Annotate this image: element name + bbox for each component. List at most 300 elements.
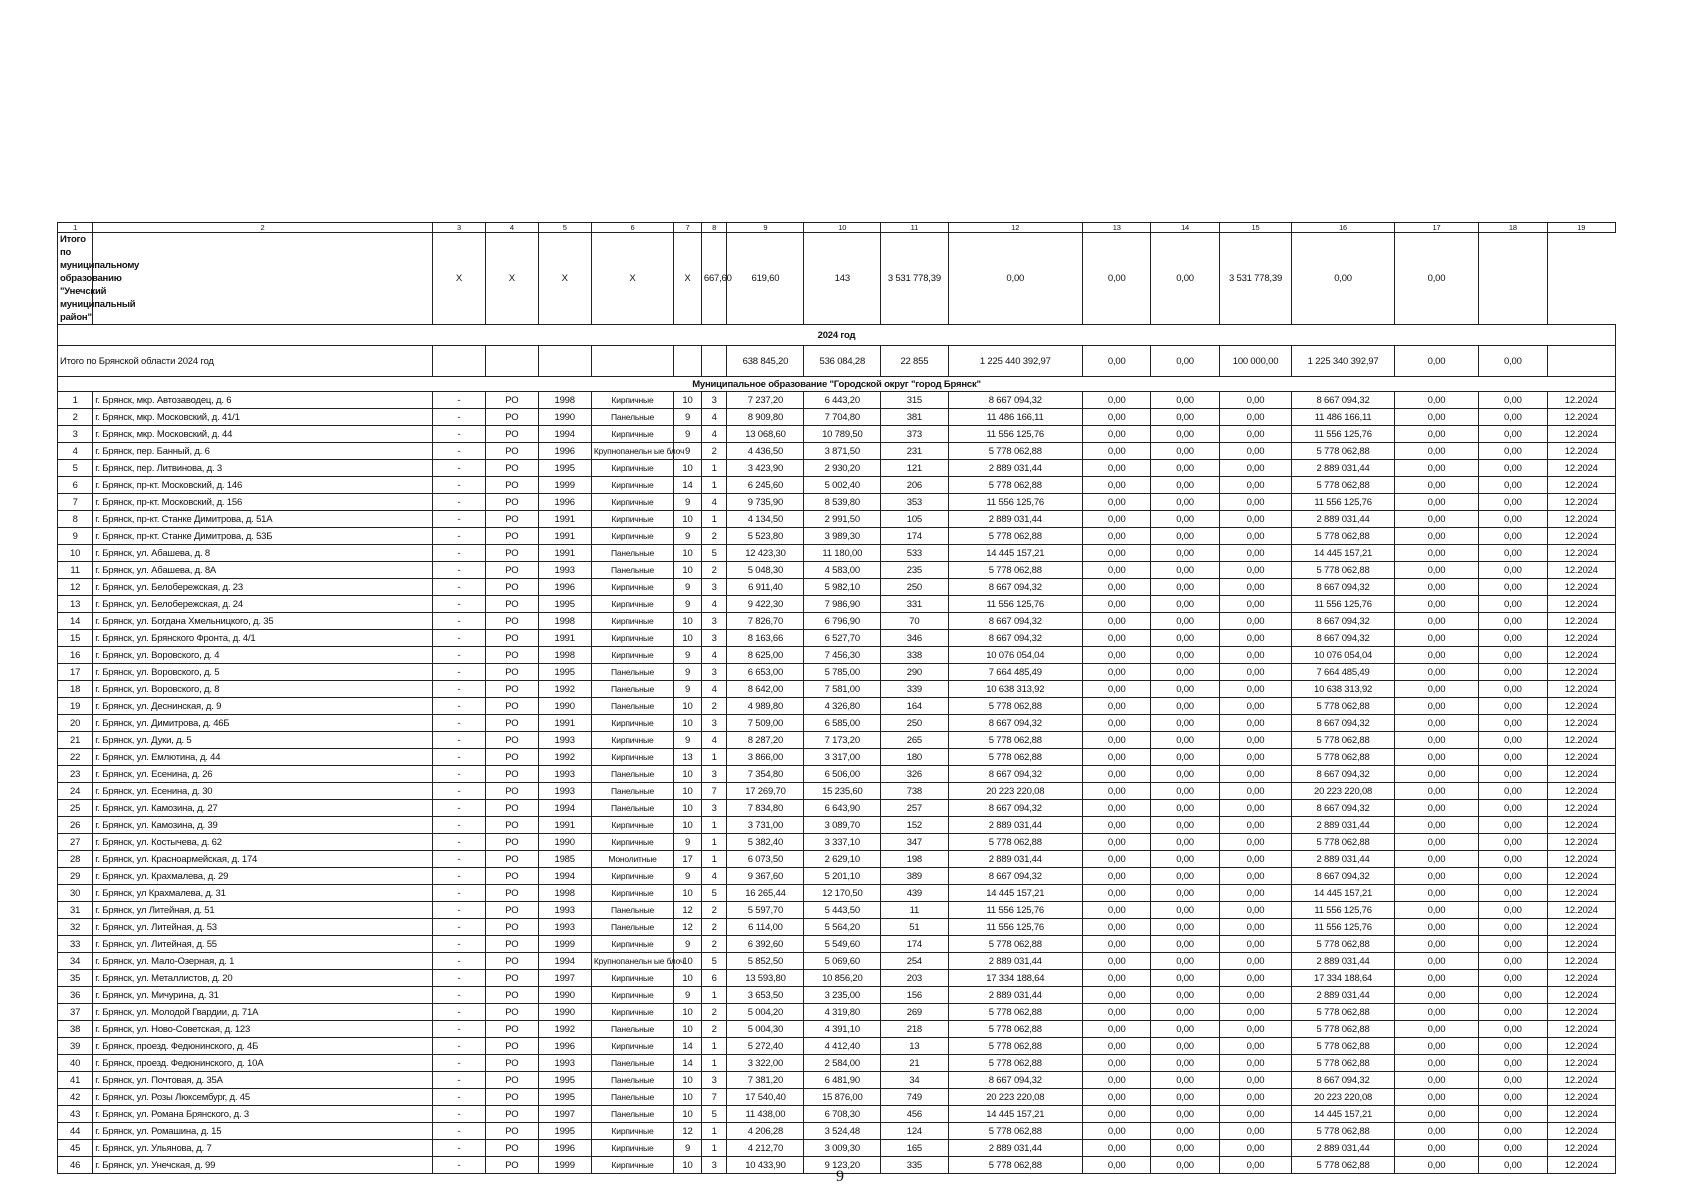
cell: 11 556 125,76 [948, 426, 1083, 443]
cell: РО [486, 681, 538, 698]
table-row [58, 477, 1616, 494]
cell: 9 [674, 732, 702, 749]
cell: 0,00 [1151, 987, 1219, 1004]
cell: 0,00 [1394, 596, 1478, 613]
cell: 0,00 [1083, 783, 1151, 800]
cell: 12.2024 [1547, 987, 1616, 1004]
cell: 3 653,50 [727, 987, 804, 1004]
cell: 12.2024 [1547, 579, 1616, 596]
cell: 0,00 [1394, 1072, 1478, 1089]
cell: 10 [674, 1089, 702, 1106]
cell: 5 785,00 [804, 664, 881, 681]
cell: 5 564,20 [804, 919, 881, 936]
cell: РО [486, 698, 538, 715]
cell: РО [486, 817, 538, 834]
cell: 6 911,40 [727, 579, 804, 596]
cell: 43 [58, 1106, 93, 1123]
table-row [58, 443, 1616, 460]
cell: 0,00 [1479, 783, 1547, 800]
cell: 9 [674, 1140, 702, 1157]
cell: 11 486 166,11 [948, 409, 1083, 426]
cell: 619,60 [727, 233, 804, 325]
cell: РО [486, 613, 538, 630]
cell: 1996 [538, 494, 591, 511]
table-row [58, 715, 1616, 732]
cell: 0,00 [1479, 562, 1547, 579]
cell: 9 422,30 [727, 596, 804, 613]
cell: 0,00 [1151, 902, 1219, 919]
address-cell: г. Брянск, ул. Литейная, д. 53 [93, 919, 433, 936]
cell: - [432, 698, 485, 715]
cell: Кирпичные [591, 596, 673, 613]
cell: Кирпичные [591, 936, 673, 953]
cell: 9 [674, 596, 702, 613]
cell: 12.2024 [1547, 749, 1616, 766]
cell: 0,00 [1479, 1089, 1547, 1106]
address-cell: г. Брянск, ул Крахмалева, д. 31 [93, 885, 433, 902]
cell: 0,00 [1479, 919, 1547, 936]
cell: 7 834,80 [727, 800, 804, 817]
cell: 0,00 [1083, 596, 1151, 613]
table-row [58, 545, 1616, 562]
cell: 8 667 094,32 [948, 579, 1083, 596]
cell: 0,00 [1083, 902, 1151, 919]
cell: Кирпичные [591, 1123, 673, 1140]
column-number: 8 [701, 223, 727, 233]
cell: 2 889 031,44 [1292, 460, 1395, 477]
address-cell: г. Брянск, ул. Ново-Советская, д. 123 [93, 1021, 433, 1038]
cell: 5 778 062,88 [948, 1004, 1083, 1021]
cell: 235 [881, 562, 948, 579]
address-cell: г. Брянск, ул. Богдана Хмельницкого, д. 35 [93, 613, 433, 630]
cell: 8 909,80 [727, 409, 804, 426]
cell: 231 [881, 443, 948, 460]
cell: 0,00 [1479, 800, 1547, 817]
cell: 1 [701, 1038, 727, 1055]
cell: 0,00 [948, 233, 1083, 325]
address-cell: г. Брянск, пр-кт. Московский, д. 146 [93, 477, 433, 494]
cell: 13 [58, 596, 93, 613]
cell [1547, 346, 1616, 377]
cell: - [432, 426, 485, 443]
cell: 0,00 [1479, 494, 1547, 511]
cell: 0,00 [1479, 885, 1547, 902]
cell: 8 667 094,32 [1292, 715, 1395, 732]
cell: 143 [804, 233, 881, 325]
cell: 0,00 [1394, 715, 1478, 732]
cell: 0,00 [1151, 511, 1219, 528]
cell: 0,00 [1219, 698, 1292, 715]
cell: 1993 [538, 1055, 591, 1072]
cell: 0,00 [1394, 885, 1478, 902]
cell: 11 180,00 [804, 545, 881, 562]
cell: РО [486, 885, 538, 902]
cell: - [432, 851, 485, 868]
address-cell: г. Брянск, ул. Ульянова, д. 7 [93, 1140, 433, 1157]
cell: 250 [881, 579, 948, 596]
cell: 10 [674, 1004, 702, 1021]
cell: 10 [674, 800, 702, 817]
cell: 0,00 [1394, 346, 1478, 377]
table-row [58, 936, 1616, 953]
cell: 1 [701, 817, 727, 834]
cell: 269 [881, 1004, 948, 1021]
cell: 10 856,20 [804, 970, 881, 987]
cell: 7 664 485,49 [1292, 664, 1395, 681]
cell: 8 625,00 [727, 647, 804, 664]
cell: 14 [58, 613, 93, 630]
page-number: 9 [836, 1168, 844, 1185]
cell: 6 [58, 477, 93, 494]
cell: РО [486, 953, 538, 970]
table-row [58, 1089, 1616, 1106]
cell: 5 778 062,88 [1292, 1055, 1395, 1072]
cell: 1995 [538, 664, 591, 681]
cell: 12.2024 [1547, 1021, 1616, 1038]
cell: 0,00 [1219, 953, 1292, 970]
cell: 0,00 [1151, 596, 1219, 613]
cell: 10 [674, 970, 702, 987]
cell: - [432, 528, 485, 545]
cell: 1 [701, 1123, 727, 1140]
cell: 20 223 220,08 [1292, 783, 1395, 800]
cell: 5 982,10 [804, 579, 881, 596]
cell: 0,00 [1479, 477, 1547, 494]
cell: 0,00 [1394, 630, 1478, 647]
cell: - [432, 987, 485, 1004]
cell: 0,00 [1083, 868, 1151, 885]
cell: 12.2024 [1547, 528, 1616, 545]
cell: X [674, 233, 702, 325]
cell: 0,00 [1394, 953, 1478, 970]
cell: 5 597,70 [727, 902, 804, 919]
cell: - [432, 579, 485, 596]
cell: РО [486, 868, 538, 885]
district-total-label: Итого по муниципальному образованию "Унечский муниципальный район" [58, 233, 93, 325]
cell: - [432, 936, 485, 953]
cell: 0,00 [1219, 987, 1292, 1004]
table-row [58, 970, 1616, 987]
cell: 0,00 [1151, 647, 1219, 664]
cell: 12 423,30 [727, 545, 804, 562]
cell: 1 [701, 1140, 727, 1157]
cell: 12.2024 [1547, 1123, 1616, 1140]
cell: 346 [881, 630, 948, 647]
cell: 3 235,00 [804, 987, 881, 1004]
cell: 3 [701, 579, 727, 596]
cell: 8 667 094,32 [1292, 766, 1395, 783]
cell: 1995 [538, 1123, 591, 1140]
cell: 6 [701, 970, 727, 987]
cell: 12.2024 [1547, 596, 1616, 613]
cell: 10 [58, 545, 93, 562]
table-row [58, 1123, 1616, 1140]
cell: 44 [58, 1123, 93, 1140]
cell: 0,00 [1394, 426, 1478, 443]
cell: РО [486, 630, 538, 647]
cell: 0,00 [1479, 1123, 1547, 1140]
column-number: 15 [1219, 223, 1292, 233]
cell: 8 667 094,32 [1292, 613, 1395, 630]
cell: 18 [58, 681, 93, 698]
cell: 339 [881, 681, 948, 698]
cell: 0,00 [1394, 970, 1478, 987]
cell: 10 [674, 1021, 702, 1038]
cell: - [432, 1072, 485, 1089]
cell: Панельные [591, 664, 673, 681]
cell: Кирпичные [591, 613, 673, 630]
cell: 0,00 [1292, 233, 1395, 325]
cell: 0,00 [1394, 664, 1478, 681]
cell: 3 322,00 [727, 1055, 804, 1072]
cell: 3 [58, 426, 93, 443]
cell: 0,00 [1394, 647, 1478, 664]
cell: 10 [674, 698, 702, 715]
cell: 10 [674, 545, 702, 562]
cell: 0,00 [1394, 1140, 1478, 1157]
cell: 0,00 [1219, 834, 1292, 851]
cell: 0,00 [1151, 766, 1219, 783]
cell: 1 225 440 392,97 [948, 346, 1083, 377]
cell: 0,00 [1479, 970, 1547, 987]
cell: 0,00 [1083, 817, 1151, 834]
cell: 180 [881, 749, 948, 766]
address-cell: г. Брянск, ул. Белобережская, д. 23 [93, 579, 433, 596]
cell: 4 [701, 409, 727, 426]
cell: 12.2024 [1547, 1055, 1616, 1072]
cell: 1992 [538, 749, 591, 766]
cell: - [432, 596, 485, 613]
cell: 10 [674, 1106, 702, 1123]
cell: 0,00 [1151, 494, 1219, 511]
cell: 0,00 [1083, 443, 1151, 460]
cell: 1 225 340 392,97 [1292, 346, 1395, 377]
cell: 12.2024 [1547, 1140, 1616, 1157]
cell: 9 735,90 [727, 494, 804, 511]
cell: 456 [881, 1106, 948, 1123]
cell: 10 789,50 [804, 426, 881, 443]
cell: X [591, 233, 673, 325]
cell: 0,00 [1479, 1157, 1547, 1174]
cell: 12 170,50 [804, 885, 881, 902]
cell: 7 [701, 783, 727, 800]
table-row [58, 1004, 1616, 1021]
cell: 2 889 031,44 [948, 987, 1083, 1004]
column-number: 13 [1083, 223, 1151, 233]
cell: 0,00 [1219, 528, 1292, 545]
address-cell: г. Брянск, ул. Дуки, д. 5 [93, 732, 433, 749]
cell: 8 667 094,32 [1292, 1072, 1395, 1089]
cell: 1997 [538, 1106, 591, 1123]
table-row [58, 392, 1616, 409]
cell: 0,00 [1083, 1021, 1151, 1038]
cell: 10 [674, 1072, 702, 1089]
cell: - [432, 1055, 485, 1072]
cell: 0,00 [1394, 749, 1478, 766]
cell: 1999 [538, 1157, 591, 1174]
cell: 41 [58, 1072, 93, 1089]
cell: 17 [674, 851, 702, 868]
cell: 1994 [538, 800, 591, 817]
cell: РО [486, 800, 538, 817]
cell: 3 531 778,39 [1219, 233, 1292, 325]
cell: 0,00 [1083, 579, 1151, 596]
table-row [58, 851, 1616, 868]
cell: 17 269,70 [727, 783, 804, 800]
cell: 6 796,90 [804, 613, 881, 630]
cell: 17 334 188,64 [948, 970, 1083, 987]
address-cell: г. Брянск, ул. Воровского, д. 5 [93, 664, 433, 681]
cell: 4 [701, 596, 727, 613]
column-number: 10 [804, 223, 881, 233]
cell: 0,00 [1083, 766, 1151, 783]
cell: 0,00 [1479, 698, 1547, 715]
cell: 0,00 [1151, 681, 1219, 698]
cell: 6 481,90 [804, 1072, 881, 1089]
cell: 0,00 [1479, 426, 1547, 443]
cell: 0,00 [1219, 715, 1292, 732]
table-row [58, 885, 1616, 902]
cell: Панельные [591, 766, 673, 783]
cell: 1991 [538, 715, 591, 732]
cell: 3 [701, 1072, 727, 1089]
cell: 0,00 [1479, 460, 1547, 477]
cell: 3 009,30 [804, 1140, 881, 1157]
cell: 3 [701, 630, 727, 647]
cell: РО [486, 443, 538, 460]
cell: 9 [674, 443, 702, 460]
cell: 9 [674, 426, 702, 443]
cell: - [432, 1157, 485, 1174]
cell: 2 889 031,44 [1292, 987, 1395, 1004]
cell: 37 [58, 1004, 93, 1021]
cell: 8 667 094,32 [948, 1072, 1083, 1089]
cell: 1996 [538, 1038, 591, 1055]
cell: 7 456,30 [804, 647, 881, 664]
cell: 0,00 [1083, 233, 1151, 325]
cell: 0,00 [1151, 868, 1219, 885]
cell: 0,00 [1394, 562, 1478, 579]
cell: 7 173,20 [804, 732, 881, 749]
cell: 152 [881, 817, 948, 834]
cell: 1991 [538, 630, 591, 647]
cell: 0,00 [1219, 426, 1292, 443]
column-number: 5 [538, 223, 591, 233]
cell: 2 [701, 919, 727, 936]
cell [1479, 233, 1547, 325]
municipality-heading-row [58, 377, 1616, 392]
cell: 1992 [538, 1021, 591, 1038]
cell: 8 163,66 [727, 630, 804, 647]
address-cell: г. Брянск, ул. Емлютина, д. 44 [93, 749, 433, 766]
cell: 6 643,90 [804, 800, 881, 817]
cell: 27 [58, 834, 93, 851]
cell: 0,00 [1151, 528, 1219, 545]
cell: 4 [58, 443, 93, 460]
cell: 1996 [538, 443, 591, 460]
cell: 36 [58, 987, 93, 1004]
cell: Крупнопанельн ые блоч [591, 953, 673, 970]
cell: 0,00 [1083, 647, 1151, 664]
table-row [58, 647, 1616, 664]
address-cell: г. Брянск, ул. Воровского, д. 4 [93, 647, 433, 664]
cell: 0,00 [1083, 715, 1151, 732]
cell: 0,00 [1083, 970, 1151, 987]
cell: Панельные [591, 902, 673, 919]
cell: 0,00 [1219, 919, 1292, 936]
cell: 174 [881, 528, 948, 545]
table-row [58, 902, 1616, 919]
cell: 11 556 125,76 [948, 919, 1083, 936]
cell: 0,00 [1219, 936, 1292, 953]
cell: 0,00 [1219, 851, 1292, 868]
address-cell: г. Брянск, ул. Ромашина, д. 15 [93, 1123, 433, 1140]
cell: 0,00 [1394, 902, 1478, 919]
cell: 0,00 [1479, 392, 1547, 409]
cell: 3 [701, 392, 727, 409]
cell: Кирпичные [591, 834, 673, 851]
cell: 0,00 [1219, 392, 1292, 409]
cell: 9 [674, 936, 702, 953]
cell: 8 [58, 511, 93, 528]
cell: 0,00 [1151, 392, 1219, 409]
cell: 536 084,28 [804, 346, 881, 377]
cell: 12.2024 [1547, 732, 1616, 749]
column-number: 11 [881, 223, 948, 233]
cell: 11 556 125,76 [948, 494, 1083, 511]
cell: 5 778 062,88 [1292, 528, 1395, 545]
cell: 4 412,40 [804, 1038, 881, 1055]
cell: 51 [881, 919, 948, 936]
cell: 6 506,00 [804, 766, 881, 783]
cell: - [432, 834, 485, 851]
table-row [58, 511, 1616, 528]
cell: 6 653,00 [727, 664, 804, 681]
address-cell: г. Брянск, проезд. Федюнинского, д. 4Б [93, 1038, 433, 1055]
table-row [58, 783, 1616, 800]
cell: - [432, 868, 485, 885]
cell: 13 068,60 [727, 426, 804, 443]
cell: 0,00 [1394, 460, 1478, 477]
cell: 5 004,20 [727, 1004, 804, 1021]
cell: 0,00 [1394, 392, 1478, 409]
cell: 206 [881, 477, 948, 494]
cell: 0,00 [1083, 851, 1151, 868]
cell: Кирпичные [591, 392, 673, 409]
cell: Кирпичные [591, 460, 673, 477]
address-cell: г. Брянск, ул. Почтовая, д. 35А [93, 1072, 433, 1089]
cell: 4 326,80 [804, 698, 881, 715]
cell: 0,00 [1219, 1089, 1292, 1106]
cell: 0,00 [1394, 936, 1478, 953]
cell: 5 778 062,88 [1292, 749, 1395, 766]
cell: 0,00 [1151, 579, 1219, 596]
cell: 10 433,90 [727, 1157, 804, 1174]
cell: 0,00 [1083, 426, 1151, 443]
cell: 0,00 [1219, 477, 1292, 494]
cell: 12.2024 [1547, 936, 1616, 953]
cell: 8 667 094,32 [1292, 630, 1395, 647]
cell: 6 585,00 [804, 715, 881, 732]
cell: 174 [881, 936, 948, 953]
cell: 1994 [538, 953, 591, 970]
cell: 0,00 [1151, 749, 1219, 766]
cell: 0,00 [1394, 1123, 1478, 1140]
cell: 8 667 094,32 [948, 715, 1083, 732]
cell: 16 265,44 [727, 885, 804, 902]
cell: 0,00 [1083, 1106, 1151, 1123]
cell: 3 731,00 [727, 817, 804, 834]
